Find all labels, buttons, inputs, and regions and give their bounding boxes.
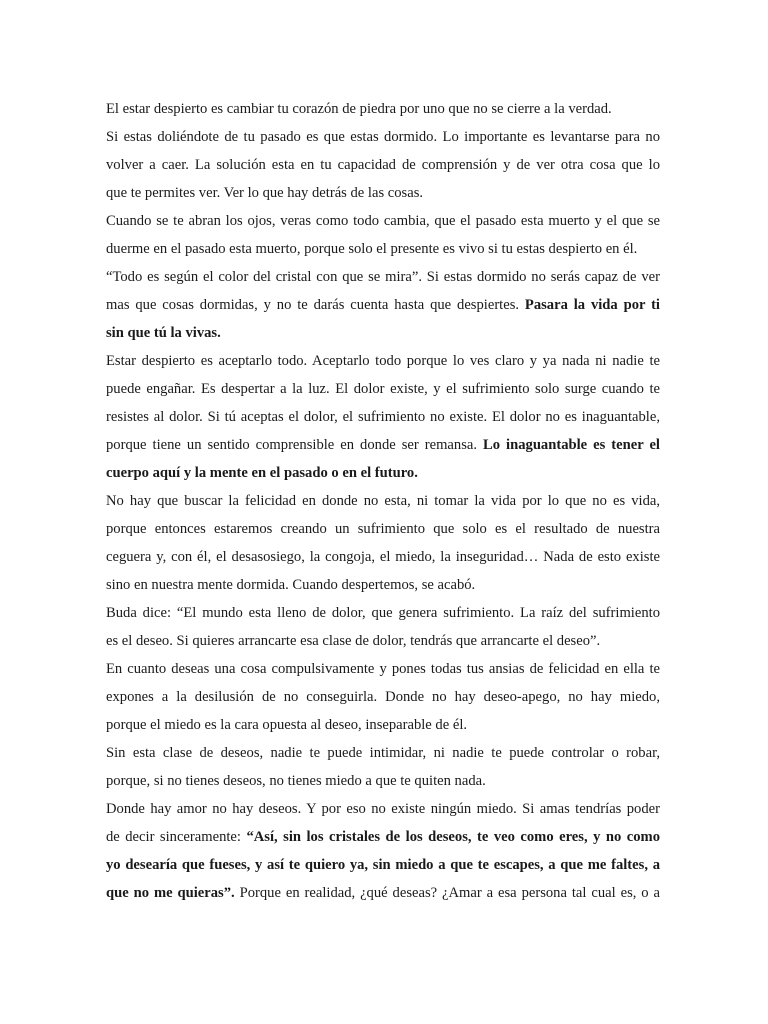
text-run: porque tiene un sentido comprensible en donde ser remansa. [106,437,484,453]
paragraph [106,487,660,599]
bold-text-run: yo desearía que fueses, y así te quiero ya, sin miedo a que te escapes, a que me faltes, a [106,857,660,873]
paragraph [106,739,660,795]
text-run: sino en nuestra mente dormida. Cuando despertemos, se acabó. [106,577,476,593]
text-run: de decir sinceramente: [106,829,247,845]
text-line [106,431,660,459]
text-line [106,235,660,263]
text-run: Donde hay amor no hay deseos. Y por eso no existe ningún miedo. Si amas tendrías poder [106,801,660,817]
text-run: puede engañar. Es despertar a la luz. El dolor existe, y el sufrimiento solo surge cuando te [106,381,660,397]
text-run: Porque en realidad, ¿qué deseas? ¿Amar a esa persona tal cual es, o a [234,885,660,901]
text-line [106,795,660,823]
text-run: Cuando se te abran los ojos, veras como todo cambia, que el pasado esta muerto y el que se [106,213,660,229]
text-line [106,347,660,375]
text-line [106,263,660,291]
text-line [106,739,660,767]
bold-text-run: que no me quieras”. [106,885,235,901]
text-run: duerme en el pasado esta muerto, porque solo el presente es vivo si tu estas despierto en él. [106,241,638,257]
text-run: Buda dice: “El mundo esta lleno de dolor, que genera sufrimiento. La raíz del sufrimiento [106,605,660,621]
text-run: Si estas doliéndote de tu pasado es que estas dormido. Lo importante es levantarse para no [106,129,660,145]
paragraph [106,207,660,263]
paragraph [106,123,660,207]
text-line [106,851,660,879]
text-line [106,319,660,347]
text-run: expones a la desilusión de no conseguirla. Donde no hay deseo-apego, no hay miedo, [106,689,660,705]
paragraph [106,599,660,655]
text-run: ceguera y, con él, el desasosiego, la congoja, el miedo, la inseguridad… Nada de esto existe [106,549,660,565]
paragraph [106,347,660,487]
text-line [106,179,660,207]
text-line [106,375,660,403]
text-line [106,571,660,599]
text-line [106,95,660,123]
text-line [106,683,660,711]
text-line [106,291,660,319]
text-line [106,655,660,683]
text-run: es el deseo. Si quieres arrancarte esa clase de dolor, tendrás que arrancarte el deseo”. [106,633,601,649]
text-line [106,627,660,655]
text-line [106,123,660,151]
text-line [106,459,660,487]
text-run: El estar despierto es cambiar tu corazón de piedra por uno que no se cierre a la verdad. [106,101,612,117]
text-run: Estar despierto es aceptarlo todo. Aceptarlo todo porque lo ves claro y ya nada ni nadie te [106,353,660,369]
text-line [106,487,660,515]
text-run: que te permites ver. Ver lo que hay detrás de las cosas. [106,185,424,201]
text-line [106,879,660,907]
bold-text-run: Lo inaguantable es tener el [483,437,660,453]
bold-text-run: cuerpo aquí y la mente en el pasado o en el futuro. [106,465,418,481]
text-run: mas que cosas dormidas, y no te darás cuenta hasta que despiertes. [106,297,525,313]
text-run: Sin esta clase de deseos, nadie te puede intimidar, ni nadie te puede controlar o robar, [106,745,660,761]
text-line [106,151,660,179]
paragraph [106,95,660,123]
text-line [106,711,660,739]
text-run: porque entonces estaremos creando un sufrimiento que solo es el resultado de nuestra [106,521,660,537]
bold-text-run: sin que tú la vivas. [106,325,221,341]
text-run: “Todo es según el color del cristal con que se mira”. Si estas dormido no serás capaz de ver [106,269,660,285]
paragraph [106,795,660,907]
document-body [106,95,660,907]
text-line [106,599,660,627]
text-run: En cuanto deseas una cosa compulsivamente y pones todas tus ansias de felicidad en ella te [106,661,660,677]
bold-text-run: “Así, sin los cristales de los deseos, te veo como eres, y no como [246,829,661,845]
text-run: No hay que buscar la felicidad en donde no esta, ni tomar la vida por lo que no es vida, [106,493,660,509]
text-line [106,403,660,431]
text-run: porque, si no tienes deseos, no tienes miedo a que te quiten nada. [106,773,486,789]
paragraph [106,655,660,739]
text-line [106,207,660,235]
text-line [106,823,660,851]
text-line [106,767,660,795]
text-line [106,543,660,571]
text-run: volver a caer. La solución esta en tu capacidad de comprensión y de ver otra cosa que lo [106,157,660,173]
text-line [106,515,660,543]
bold-text-run: Pasara la vida por ti [524,297,660,313]
paragraph [106,263,660,347]
text-run: resistes al dolor. Si tú aceptas el dolor, el sufrimiento no existe. El dolor no es inaguantable, [106,409,660,425]
text-run: porque el miedo es la cara opuesta al deseo, inseparable de él. [106,717,468,733]
